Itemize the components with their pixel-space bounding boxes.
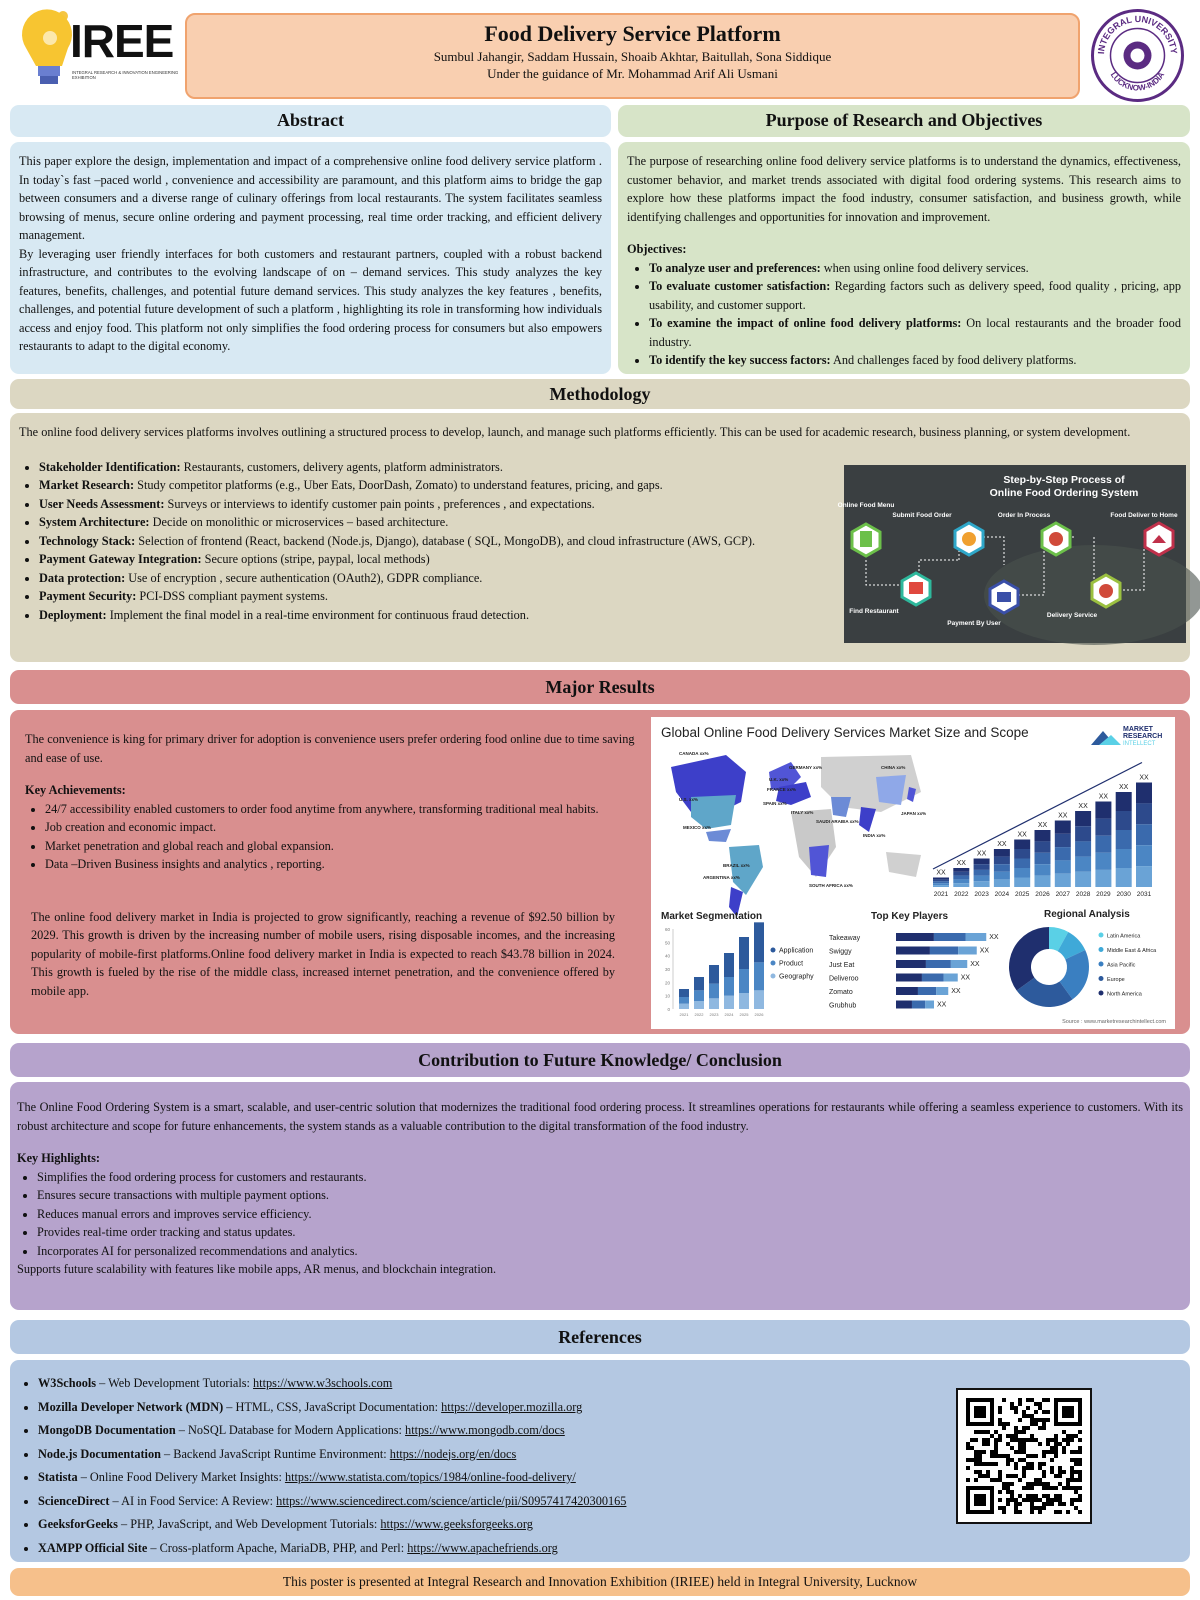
segmentation-tick-label: 2021 — [679, 1012, 689, 1017]
key-players-title: Top Key Players — [871, 911, 949, 922]
growth-tick-label: 2024 — [994, 891, 1010, 898]
growth-bar-segment — [1014, 859, 1030, 869]
player-bar — [896, 933, 934, 941]
player-bar — [930, 947, 958, 955]
growth-bar-segment — [1075, 857, 1091, 872]
growth-bar-segment — [1075, 841, 1091, 856]
legend-swatch — [1099, 976, 1104, 981]
region-slice — [1009, 927, 1049, 991]
growth-bar-segment — [974, 876, 990, 882]
poster-guidance: Under the guidance of Mr. Mohammad Arif Ali Usmani — [487, 66, 778, 81]
footer-bar — [10, 1568, 1190, 1596]
growth-bar-segment — [994, 872, 1010, 880]
map-label: SAUDI ARABIA xx% — [816, 819, 859, 824]
player-label: Takeaway — [829, 935, 861, 942]
list-item: • System Architecture: Decide on monolithic or microservices – based architecture. — [39, 513, 849, 532]
map-label: ARGENTINA xx% — [703, 875, 740, 880]
player-bar — [896, 947, 930, 955]
list-item: • Incorporates AI for personalized recommendations and analytics. — [37, 1242, 1183, 1261]
growth-bar-segment — [1116, 849, 1132, 868]
chart-source: Source : www.marketresearchintellect.com — [1062, 1019, 1166, 1025]
map-label: FRANCE xx% — [767, 787, 797, 792]
reference-link[interactable]: https://www.apachefriends.org — [407, 1540, 558, 1555]
growth-bar-label: XX — [1078, 803, 1088, 810]
abstract-paragraph-2: By leveraging user friendly interfaces for both customers and restaurant partners, coupled with a robust backend infrastructure, and contributes to the evolving landscape of on – demand services. This study analyzes the key features, benefits, challenges, and potential future demand services. This study analyzes the key features , benefits, challenges, and potential future development of such a platform , highlighting its role in transforming how individuals access and enjoy food. This platform not only simplifies the food ordering process for consumers but also empowers restaurants to adapt to the digital economy. — [19, 246, 602, 353]
player-bar-label: XX — [970, 961, 980, 968]
list-item: • Job creation and economic impact. — [45, 818, 645, 837]
growth-bar-segment — [1075, 811, 1091, 826]
growth-bar-segment — [953, 868, 969, 872]
player-bar — [922, 974, 944, 982]
world-map — [671, 751, 927, 917]
step-label: Payment By User — [947, 620, 1001, 627]
growth-bar-segment — [1095, 853, 1111, 870]
conclusion-intro: The Online Food Ordering System is a smart, scalable, and user-centric solution that modernizes the traditional food ordering process. It streamlines operations for restaurants while offering a seamless experience to customers. With its robust architecture and scope for future enhancements, the system stands as a valuable contribution to the digital transformation of the food industry. — [17, 1100, 1183, 1133]
list-item: • Mozilla Developer Network (MDN) – HTML, CSS, JavaScript Documentation: https://developer.mozilla.org — [38, 1396, 1182, 1420]
growth-tick-label: 2029 — [1096, 891, 1111, 898]
map-label: INDIA xx% — [863, 833, 886, 838]
segmentation-bar — [709, 984, 719, 999]
figure-title-2: Online Food Ordering System — [989, 487, 1139, 499]
purpose-heading: Purpose of Research and Objectives — [618, 105, 1190, 137]
growth-bar-segment — [974, 870, 990, 876]
growth-tick-label: 2026 — [1035, 891, 1050, 898]
step-icon-menu — [852, 524, 880, 556]
growth-tick-label: 2028 — [1075, 891, 1091, 898]
growth-bar-label: XX — [1037, 822, 1048, 829]
list-item: • To examine the impact of online food delivery platforms: On local restaurants and the broader food industry. — [649, 314, 1181, 351]
player-bar — [951, 960, 967, 968]
growth-bar-segment — [1014, 840, 1030, 850]
references-heading: References — [10, 1320, 1190, 1354]
step-icon-payment — [990, 581, 1018, 613]
methodology-list — [19, 458, 849, 625]
abstract-paragraph-1: This paper explore the design, implementation and impact of a comprehensive online food delivery service platform . In today`s fast –paced world , convenience and accessibility are paramount, and this platform aims to bridge the gap between consumers and a diverse range of culinary offerings from local restaurants. The system facilitates seamless browsing of menus, secure online ordering and payment processing, real time order tracking, and efficient delivery management. — [19, 154, 602, 242]
segmentation-bar — [694, 977, 704, 990]
growth-bar-segment — [933, 878, 949, 880]
step-icon-restaurant — [902, 573, 930, 605]
segmentation-bar — [694, 990, 704, 1001]
segmentation-bar — [724, 996, 734, 1009]
reference-link[interactable]: https://developer.mozilla.org — [441, 1399, 583, 1414]
step-icon-delivery — [1092, 575, 1120, 607]
mri-logo — [1091, 726, 1162, 747]
growth-bar-segment — [1035, 864, 1051, 875]
player-label: Grubhub — [829, 1002, 857, 1010]
process-figure — [837, 465, 1186, 643]
methodology-intro: The online food delivery services platforms involves outlining a structured process to develop, launch, and manage such platforms efficiently. This can be used for academic research, business planning, or system development. — [19, 425, 1131, 439]
segmentation-bar — [754, 962, 764, 990]
player-bar — [936, 987, 948, 995]
figure-title-1: Step-by-Step Process of — [1003, 474, 1125, 486]
growth-bar-label: XX — [997, 841, 1007, 848]
segmentation-tick-label: 2024 — [724, 1012, 734, 1017]
player-bar — [918, 987, 936, 995]
growth-bar-segment — [1136, 783, 1152, 804]
player-bar — [934, 933, 966, 941]
list-item: • User Needs Assessment: Surveys or interviews to identify customer pain points , preferences , and expectations. — [39, 495, 849, 514]
growth-bar-segment — [933, 885, 949, 887]
growth-bar-segment — [933, 881, 949, 883]
player-bar — [896, 1001, 912, 1009]
list-item: • Technology Stack: Selection of frontend (React, backend (Node.js, Django), database ( SQL, MongoDB), and cloud infrastructure (AWS, GCP). — [39, 532, 849, 551]
list-item: • Market penetration and global reach and global expansion. — [45, 837, 645, 856]
growth-bar-segment — [974, 881, 990, 887]
growth-bar-segment — [953, 879, 969, 883]
segmentation-tick-label: 0 — [667, 1007, 670, 1012]
list-item: • XAMPP Official Site – Cross-platform Apache, MariaDB, PHP, and Perl: https://www.apachefriends.org — [38, 1537, 1182, 1561]
results-heading: Major Results — [10, 670, 1190, 704]
growth-bar-segment — [1014, 849, 1030, 859]
reference-link[interactable]: https://www.mongodb.com/docs — [405, 1423, 565, 1437]
map-label: CHINA xx% — [881, 765, 906, 770]
player-bar — [944, 974, 958, 982]
legend-swatch — [771, 948, 776, 953]
segmentation-tick-label: 2022 — [694, 1012, 704, 1017]
list-item: • Reduces manual errors and improves service efficiency. — [37, 1205, 1183, 1224]
legend-label: Product — [779, 960, 804, 968]
player-bar — [912, 1001, 925, 1009]
list-item: • Node.js Documentation – Backend JavaScript Runtime Environment: https://nodejs.org/en/docs — [38, 1443, 1182, 1467]
reference-link[interactable]: https://nodejs.org/en/docs — [389, 1446, 517, 1461]
segmentation-bar — [694, 1001, 704, 1009]
list-item: • GeeksforGeeks – PHP, JavaScript, and Web Development Tutorials: https://www.geeksforgeeks.org — [38, 1513, 1182, 1537]
segmentation-title: Market Segmentation — [661, 911, 763, 922]
footer-text: This poster is presented at Integral Research and Innovation Exhibition (IRIEE) held in Integral University, Lucknow — [282, 1574, 918, 1589]
legend-label: Europe — [1107, 977, 1125, 983]
segmentation-bar — [739, 969, 749, 993]
segmentation-tick-label: 2025 — [739, 1012, 749, 1017]
map-label: MEXICO xx% — [683, 825, 712, 830]
legend-swatch — [1099, 962, 1104, 967]
growth-tick-label: 2023 — [974, 891, 989, 898]
growth-bar-segment — [1095, 836, 1111, 853]
growth-bar-segment — [974, 864, 990, 870]
growth-bar-segment — [1136, 824, 1152, 845]
poster-title: Food Delivery Service Platform — [484, 21, 781, 46]
growth-bar-segment — [1014, 878, 1030, 888]
growth-bar-segment — [1035, 841, 1051, 852]
growth-bar-segment — [1014, 868, 1030, 878]
list-item: • Data –Driven Business insights and analytics , reporting. — [45, 855, 645, 874]
growth-bar-segment — [1055, 834, 1071, 847]
iree-logo-wordmark: IREE — [70, 15, 174, 67]
list-item: • Provides real-time order tracking and status updates. — [37, 1223, 1183, 1242]
player-bar — [965, 933, 986, 941]
growth-bar-segment — [994, 864, 1010, 872]
segmentation-tick-label: 50 — [664, 940, 670, 946]
growth-bar-segment — [1136, 803, 1152, 824]
seal-top-text: INTEGRAL UNIVERSITY — [1096, 13, 1180, 55]
growth-bar-segment — [1116, 830, 1132, 849]
legend-swatch — [1099, 933, 1104, 938]
growth-bar-segment — [1136, 866, 1152, 887]
player-label: Zomato — [829, 989, 853, 996]
legend-label: North America — [1107, 991, 1142, 998]
segmentation-bar — [739, 937, 749, 969]
growth-bar-label: XX — [1058, 812, 1068, 820]
legend-swatch — [1099, 991, 1104, 996]
segmentation-bar — [709, 965, 719, 984]
step-label: Delivery Service — [1046, 612, 1098, 619]
growth-bar-segment — [1035, 853, 1051, 864]
svg-text:RESEARCH: RESEARCH — [1123, 733, 1163, 740]
growth-bar-segment — [933, 883, 949, 885]
growth-bar-segment — [994, 857, 1010, 865]
legend-label: Middle East & Africa — [1107, 948, 1157, 954]
growth-bar-label: XX — [956, 860, 966, 867]
segmentation-tick-label: 20 — [664, 980, 670, 986]
step-icon-home — [1145, 523, 1173, 555]
achievements-label: Key Achievements: — [25, 783, 126, 797]
iree-logo — [18, 8, 178, 98]
map-label: SOUTH AFRICA xx% — [809, 883, 853, 888]
list-item: • Simplifies the food ordering process for customers and restaurants. — [37, 1168, 1183, 1187]
player-bar — [896, 960, 926, 968]
growth-bar-segment — [953, 872, 969, 876]
legend-label: Latin America — [1107, 933, 1141, 940]
methodology-heading: Methodology — [10, 379, 1190, 409]
player-bar-label: XX — [951, 988, 961, 995]
growth-bar-segment — [1055, 821, 1071, 834]
growth-bar-segment — [1035, 876, 1051, 887]
growth-bar-label: XX — [1119, 784, 1129, 791]
abstract-panel — [10, 142, 611, 374]
growth-bar-label: XX — [1139, 774, 1149, 782]
legend-swatch — [771, 974, 776, 979]
conclusion-heading: Contribution to Future Knowledge/ Conclusion — [10, 1043, 1190, 1077]
player-bar — [958, 947, 977, 955]
reference-link[interactable]: https://www.w3schools.com — [253, 1376, 393, 1390]
growth-tick-label: 2021 — [933, 891, 949, 898]
player-bar-label: XX — [960, 974, 971, 982]
growth-bar-segment — [1116, 811, 1132, 830]
objectives-label: Objectives: — [627, 242, 687, 256]
qr-code[interactable] — [956, 1388, 1092, 1524]
segmentation-tick-label: 30 — [664, 967, 670, 972]
segmentation-tick-label: 2026 — [754, 1012, 764, 1017]
iree-logo-subtitle: INTEGRAL RESEARCH & INNOVATION ENGINEERING EXHIBITION — [72, 70, 179, 80]
segmentation-bar — [739, 993, 749, 1009]
growth-bar-segment — [1116, 868, 1132, 887]
legend-label: Geography — [779, 973, 814, 981]
segmentation-bar — [754, 990, 764, 1009]
achievements-list — [25, 800, 645, 874]
conclusion-outro: Supports future scalability with features like mobile apps, AR menus, and blockchain integration. — [17, 1262, 497, 1276]
highlights-list — [17, 1168, 1183, 1261]
growth-bar-segment — [1075, 826, 1091, 841]
growth-tick-label: 2022 — [954, 891, 969, 898]
growth-tick-label: 2030 — [1116, 891, 1131, 898]
player-label: Swiggy — [829, 948, 852, 956]
legend-swatch — [1099, 947, 1104, 952]
growth-bar-label: XX — [1017, 831, 1027, 839]
player-bar-label: XX — [979, 947, 990, 955]
growth-bar-segment — [953, 876, 969, 880]
segmentation-tick-label: 2023 — [709, 1012, 719, 1017]
growth-bar-segment — [953, 883, 969, 887]
highlights-label: Key Highlights: — [17, 1151, 101, 1165]
growth-bar-segment — [994, 849, 1010, 857]
list-item: • Stakeholder Identification: Restaurants, customers, delivery agents, platform administrators. — [39, 458, 849, 477]
regional-title: Regional Analysis — [1044, 909, 1130, 920]
map-label: BRAZIL xx% — [723, 863, 750, 868]
list-item: • 24/7 accessibility enabled customers to order food anytime from anywhere, transforming traditional meal habits. — [45, 800, 645, 819]
step-label: Food Deliver to Home — [1110, 512, 1178, 519]
growth-bar-label: XX — [1098, 793, 1109, 801]
seal-bottom-text: LUCKNOW-INDIA — [1108, 70, 1167, 93]
list-item: • To analyze user and preferences: when using online food delivery services. — [649, 259, 1181, 278]
purpose-paragraph: The purpose of researching online food delivery service platforms is to understand the dynamics, effectiveness, customer behavior, and market trends associated with digital food ordering systems. This research aims to explore how these platforms impact the food industry, consumer satisfaction, and business growth, while identifying challenges and opportunities for innovation and improvement. — [627, 154, 1181, 224]
map-label: ITALY xx% — [791, 810, 814, 815]
map-label: GERMANY xx% — [789, 765, 823, 770]
growth-bar-segment — [933, 879, 949, 881]
list-item: • MongoDB Documentation – NoSQL Database for Modern Applications: https://www.mongodb.com/docs — [38, 1419, 1182, 1443]
map-label: U.K. xx% — [769, 777, 789, 782]
growth-bar-segment — [1116, 792, 1132, 811]
list-item: • W3Schools – Web Development Tutorials: https://www.w3schools.com — [38, 1372, 1182, 1396]
university-seal — [1090, 8, 1185, 103]
growth-bar-segment — [1055, 874, 1071, 887]
step-icon-process — [1042, 523, 1070, 555]
growth-bar-label: XX — [976, 850, 987, 858]
segmentation-bar — [679, 1004, 689, 1009]
reference-link[interactable]: https://www.statista.com/topics/1984/online-food-delivery/ — [284, 1470, 576, 1484]
growth-bar-segment — [1095, 870, 1111, 887]
growth-bar-segment — [994, 879, 1010, 887]
growth-bar-label: XX — [936, 869, 946, 877]
market-chart-title: Global Online Food Delivery Services Market Size and Scope — [661, 725, 1029, 740]
growth-bar-segment — [974, 859, 990, 865]
title-box — [185, 13, 1080, 99]
step-label: Online Food Menu — [837, 502, 895, 509]
list-item: • Market Research: Study competitor platforms (e.g., Uber Eats, DoorDash, Zomato) to understand features, pricing, and gaps. — [39, 476, 849, 495]
step-label: Find Restaurant — [849, 608, 899, 615]
growth-tick-label: 2027 — [1055, 891, 1071, 898]
growth-bar-segment — [1055, 860, 1071, 873]
segmentation-bar — [679, 997, 689, 1004]
svg-text:MARKET: MARKET — [1123, 726, 1153, 733]
abstract-heading: Abstract — [10, 105, 611, 137]
growth-tick-label: 2031 — [1136, 891, 1152, 898]
segmentation-tick-label: 10 — [664, 993, 670, 999]
purpose-panel — [618, 142, 1190, 374]
growth-bar-segment — [1035, 830, 1051, 841]
map-label: SPAIN xx% — [763, 801, 787, 806]
step-icon-submit — [955, 523, 983, 555]
list-item: • Ensures secure transactions with multiple payment options. — [37, 1186, 1183, 1205]
growth-bar-segment — [1055, 847, 1071, 860]
reference-link[interactable]: https://www.sciencedirect.com/science/article/pii/S0957417420300165 — [276, 1493, 627, 1508]
map-label: CANADA xx% — [679, 751, 709, 756]
svg-text:INTELLECT: INTELLECT — [1123, 741, 1156, 747]
conclusion-panel — [10, 1082, 1190, 1310]
player-bar — [896, 974, 922, 982]
segmentation-bar — [679, 989, 689, 997]
segmentation-tick-label: 40 — [664, 953, 670, 959]
growth-tick-label: 2025 — [1014, 891, 1030, 898]
step-label: Submit Food Order — [892, 512, 952, 519]
step-label: Order In Process — [997, 512, 1051, 519]
legend-swatch — [771, 961, 776, 966]
segmentation-bar — [724, 953, 734, 977]
segmentation-tick-label: 60 — [664, 927, 670, 932]
player-label: Just Eat — [829, 962, 855, 969]
growth-bar-segment — [1095, 819, 1111, 836]
reference-link[interactable]: https://www.geeksforgeeks.org — [380, 1517, 533, 1531]
segmentation-bar — [754, 922, 764, 962]
player-label: Deliveroo — [829, 975, 859, 983]
list-item: • Payment Security: PCI-DSS compliant payment systems. — [39, 587, 849, 606]
list-item: • To evaluate customer satisfaction: Regarding factors such as delivery speed, food quality , pricing, app usability, and customer support. — [649, 277, 1181, 314]
results-paragraph-1: The convenience is king for primary driver for adoption is convenience users prefer ordering food online due to time saving and ease of use. — [25, 732, 635, 765]
legend-label: Asia Pacific — [1107, 962, 1136, 969]
map-label: JAPAN xx% — [901, 811, 927, 816]
list-item: • To identify the key success factors: And challenges faced by food delivery platforms. — [649, 351, 1181, 370]
player-bar — [925, 1001, 934, 1009]
player-bar-label: XX — [937, 1001, 947, 1009]
growth-bar-segment — [1075, 872, 1091, 887]
market-infographic — [651, 717, 1175, 1029]
player-bar — [896, 987, 918, 995]
growth-bar-segment — [1095, 802, 1111, 819]
objectives-list — [627, 259, 1181, 370]
segmentation-bar — [724, 977, 734, 996]
player-bar — [926, 960, 951, 968]
poster-authors: Sumbul Jahangir, Saddam Hussain, Shoaib Akhtar, Baitullah, Sona Siddique — [433, 49, 832, 64]
player-bar-label: XX — [989, 934, 999, 941]
map-label: U.S. xx% — [679, 797, 699, 802]
segmentation-bar — [709, 998, 719, 1009]
legend-label: Application — [779, 947, 814, 955]
list-item: • Payment Gateway Integration: Secure options (stripe, paypal, local methods) — [39, 550, 849, 569]
list-item: • Data protection: Use of encryption , secure authentication (OAuth2), GDPR compliance. — [39, 569, 849, 588]
growth-bar-segment — [1136, 845, 1152, 866]
results-paragraph-2: The online food delivery market in India is projected to grow significantly, reaching a revenue of $92.50 billion by 2029. This growth is driven by the increasing number of mobile users, rising disposable incomes, and the increasing popularity of mobile-first platforms.Online food delivery market in India is expected to reach $43.78 billion in 2024. This growth is fueled by the rise of the middle class, increased internet penetration, and the convenience offered by mobile app. — [31, 909, 615, 998]
list-item: • ScienceDirect – AI in Food Service: A Review: https://www.sciencedirect.com/science/article/pii/S0957417420300165 — [38, 1490, 1182, 1514]
list-item: • Deployment: Implement the final model in a real-time environment for continuous fraud detection. — [39, 606, 849, 625]
list-item: • Statista – Online Food Delivery Market Insights: https://www.statista.com/topics/1984/online-food-delivery/ — [38, 1466, 1182, 1490]
